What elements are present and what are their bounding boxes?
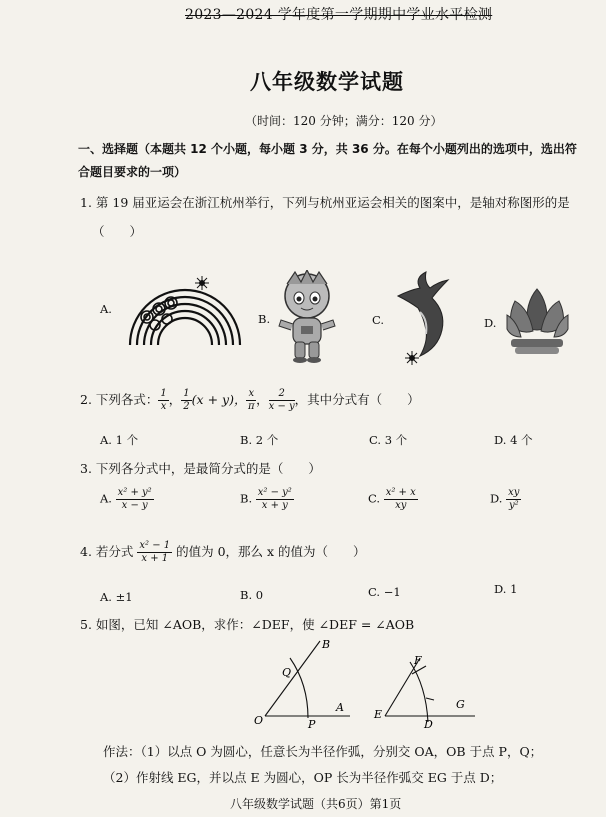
option-label: B. [240,491,253,506]
lotus-image [505,285,570,364]
option-label: C. [368,491,381,506]
page-title: 八年级数学试题 [250,70,404,94]
frac-num: x² + y² [117,487,152,498]
question-1-text: 1. 第 19 届亚运会在浙江杭州举行，下列与杭州亚运会相关的图案中，是轴对称图形的是 [80,195,570,210]
q3-option-c [368,487,418,512]
q4-fraction [137,540,172,565]
angle-construction-figure [250,636,480,735]
q1-option-a-label: A. [100,302,112,316]
q3-option-a [100,487,154,512]
q4-option-b: B. 0 [240,588,264,602]
q2-fraction-1 [158,388,168,413]
q3-c-fraction [384,487,418,512]
frac-den: π [248,401,255,412]
frac-num: x² + x [385,487,416,498]
question-4 [80,540,366,565]
q2-option-a: A. 1 个 [100,433,139,447]
q1-option-d-label: D. [484,316,497,330]
frac-num: 2 [269,388,295,401]
q1-option-c-label: C. [372,313,385,327]
q2-fraction-3 [246,388,256,413]
label-d: D [424,718,433,731]
frac-den: 2 [183,401,190,412]
frac-num: 1 [160,388,167,399]
frac-den: x − y [268,401,295,412]
section-heading: 一、选择题（本题共 12 个小题，每小题 3 分，共 36 分。在每个小题列出的选项中，选出符 [78,142,577,156]
frac-den: x − y [121,500,148,511]
q5-method-step-2: （2）作射线 EG，并以点 E 为圆心，OP 长为半径作弧交 EG 于点 D； [103,770,503,785]
question-5-text: 5. 如图，已知 ∠AOB，求作：∠DEF，使 ∠DEF = ∠AOB [80,617,415,632]
q2-option-b: B. 2 个 [240,433,279,447]
frac-num: xy [508,487,520,498]
option-label: D. [490,491,503,506]
q2-suffix: ，其中分式有（ ） [294,392,420,407]
frac-num: 1 [183,388,190,399]
q1-option-b-label: B. [258,312,271,326]
q4-option-d: D. 1 [494,582,518,596]
label-p: P [308,718,316,731]
q2-prefix: 2. 下列各式： [80,392,159,407]
label-b: B [322,638,331,651]
question-1-bracket: （ ） [92,224,143,239]
exam-header: 2023—2024 学年度第一学期期中学业水平检测 [185,7,493,23]
q4-prefix: 4. 若分式 [80,544,134,559]
mascot-image [275,270,340,369]
label-o: O [254,714,264,727]
rainbow-logo-image [125,275,245,354]
q3-d-fraction [506,487,521,512]
question-3-text: 3. 下列各分式中，是最简分式的是（ ） [80,461,321,476]
q3-b-fraction [256,487,294,512]
frac-den: xy [395,500,407,511]
page-footer: 八年级数学试题（共6页）第1页 [230,797,402,811]
frac-den: x + y [261,500,288,511]
dolphin-image [390,268,460,372]
q2-option-d: D. 4 个 [494,433,533,447]
label-f: F [414,654,422,667]
q3-option-d [490,487,521,512]
q5-method-step-1: 作法：（1）以点 O 为圆心，任意长为半径作弧，分别交 OA，OB 于点 P，Q； [103,744,543,759]
label-q: Q [282,666,292,679]
frac-den: y² [508,500,519,511]
q2-sep: ， [168,392,182,407]
exam-time-info: （时间：120 分钟；满分：120 分） [245,114,443,128]
frac-num: x [248,388,255,399]
section-heading-cont: 合题目要求的一项） [78,165,187,179]
q2-fraction-4 [269,388,295,413]
q2-fraction-2 [181,388,191,413]
label-a: A [336,701,344,714]
q2-expr: (x + y)， [191,392,247,407]
q4-suffix: 的值为 0，那么 x 的值为（ ） [176,544,366,559]
q2-option-c: C. 3 个 [369,433,408,447]
q2-sep: ， [256,392,269,407]
q3-option-b [240,487,294,512]
q4-option-a: A. ±1 [100,590,133,604]
q3-a-fraction [116,487,154,512]
frac-den: x + 1 [141,553,169,564]
label-g: G [456,698,465,711]
label-e: E [374,708,383,721]
q4-option-c: C. −1 [368,585,401,599]
frac-num: x² − y² [257,487,292,498]
question-2 [80,388,420,413]
option-label: A. [100,491,112,506]
frac-den: x [160,401,167,412]
frac-num: x² − 1 [139,540,171,551]
